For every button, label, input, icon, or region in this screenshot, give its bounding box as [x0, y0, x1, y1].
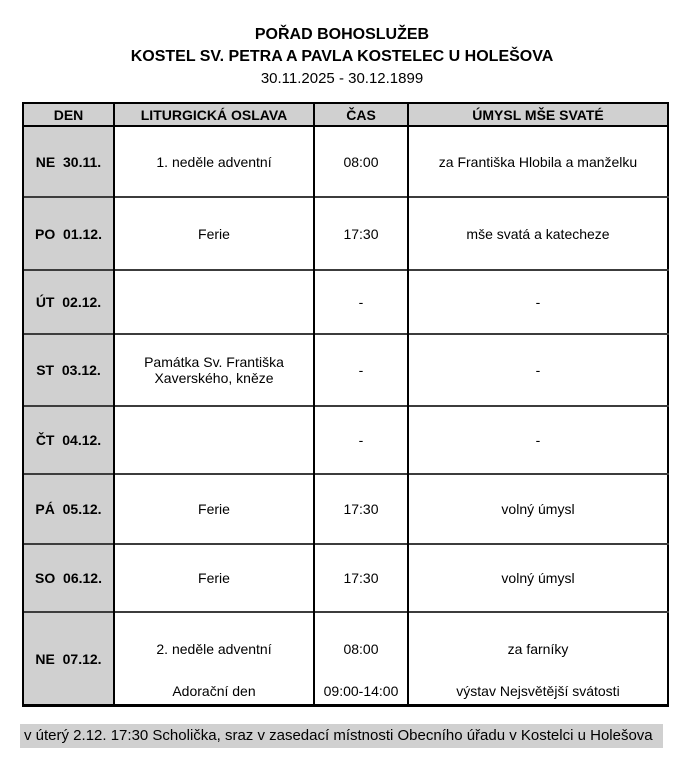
- schedule-table: [22, 102, 669, 707]
- oslava-line1: 2. neděle adventní: [156, 640, 272, 657]
- cas-line1: 08:00: [343, 640, 379, 657]
- oslava-cell: [114, 612, 314, 706]
- day-cell: SO 06.12.: [23, 544, 114, 612]
- oslava-cell: [114, 406, 314, 474]
- table-row: [23, 270, 668, 334]
- oslava-cell: [114, 270, 314, 334]
- umysl-cell: volný úmysl: [408, 474, 668, 544]
- table-row: [23, 126, 668, 197]
- oslava-cell: Ferie: [114, 197, 314, 270]
- umysl-cell: -: [408, 270, 668, 334]
- header-liturgicka-oslava: LITURGICKÁ OSLAVA: [114, 103, 314, 126]
- day-cell: PO 01.12.: [23, 197, 114, 270]
- date-range: 30.11.2025 - 30.12.1899: [260, 70, 424, 87]
- page-title: POŘAD BOHOSLUŽEB: [254, 26, 430, 43]
- oslava-cell: 1. neděle adventní: [114, 126, 314, 197]
- table-header-row: [23, 103, 668, 126]
- church-name: KOSTEL SV. PETRA A PAVLA KOSTELEC U HOLEŠOVA: [130, 48, 554, 65]
- footer-note: v úterý 2.12. 17:30 Scholička, sraz v zasedací místnosti Obecního úřadu v Kostelci u Holešova: [20, 724, 663, 748]
- cas-cell: 08:00: [314, 126, 408, 197]
- umysl-cell: mše svatá a katecheze: [408, 197, 668, 270]
- day-cell: NE 07.12.: [23, 612, 114, 706]
- oslava-cell: Památka Sv. Františka Xaverského, kněze: [114, 334, 314, 406]
- cas-cell: -: [314, 334, 408, 406]
- cas-cell: -: [314, 406, 408, 474]
- umysl-cell: volný úmysl: [408, 544, 668, 612]
- oslava-line2: Adorační den: [172, 683, 256, 699]
- oslava-cell: Ferie: [114, 474, 314, 544]
- cas-cell: 17:30: [314, 197, 408, 270]
- title-block: [0, 24, 684, 89]
- umysl-cell: -: [408, 334, 668, 406]
- table-row: [23, 474, 668, 544]
- header-umysl: ÚMYSL MŠE SVATÉ: [408, 103, 668, 126]
- umysl-cell: za Františka Hlobila a manželku: [408, 126, 668, 197]
- table-row: [23, 612, 668, 706]
- table-row: [23, 197, 668, 270]
- cas-cell: [314, 612, 408, 706]
- cas-line2: 09:00-14:00: [323, 683, 399, 699]
- day-cell: NE 30.11.: [23, 126, 114, 197]
- table-row: [23, 406, 668, 474]
- cas-cell: -: [314, 270, 408, 334]
- day-cell: ÚT 02.12.: [23, 270, 114, 334]
- umysl-cell: [408, 612, 668, 706]
- cas-cell: 17:30: [314, 474, 408, 544]
- day-cell: ST 03.12.: [23, 334, 114, 406]
- header-den: DEN: [23, 103, 114, 126]
- table-row: [23, 334, 668, 406]
- day-cell: PÁ 05.12.: [23, 474, 114, 544]
- header-cas: ČAS: [314, 103, 408, 126]
- umysl-cell: -: [408, 406, 668, 474]
- umysl-line2: výstav Nejsvětější svátosti: [456, 683, 620, 699]
- day-cell: ČT 04.12.: [23, 406, 114, 474]
- umysl-line1: za farníky: [507, 640, 569, 657]
- table-row: [23, 544, 668, 612]
- oslava-cell: Ferie: [114, 544, 314, 612]
- cas-cell: 17:30: [314, 544, 408, 612]
